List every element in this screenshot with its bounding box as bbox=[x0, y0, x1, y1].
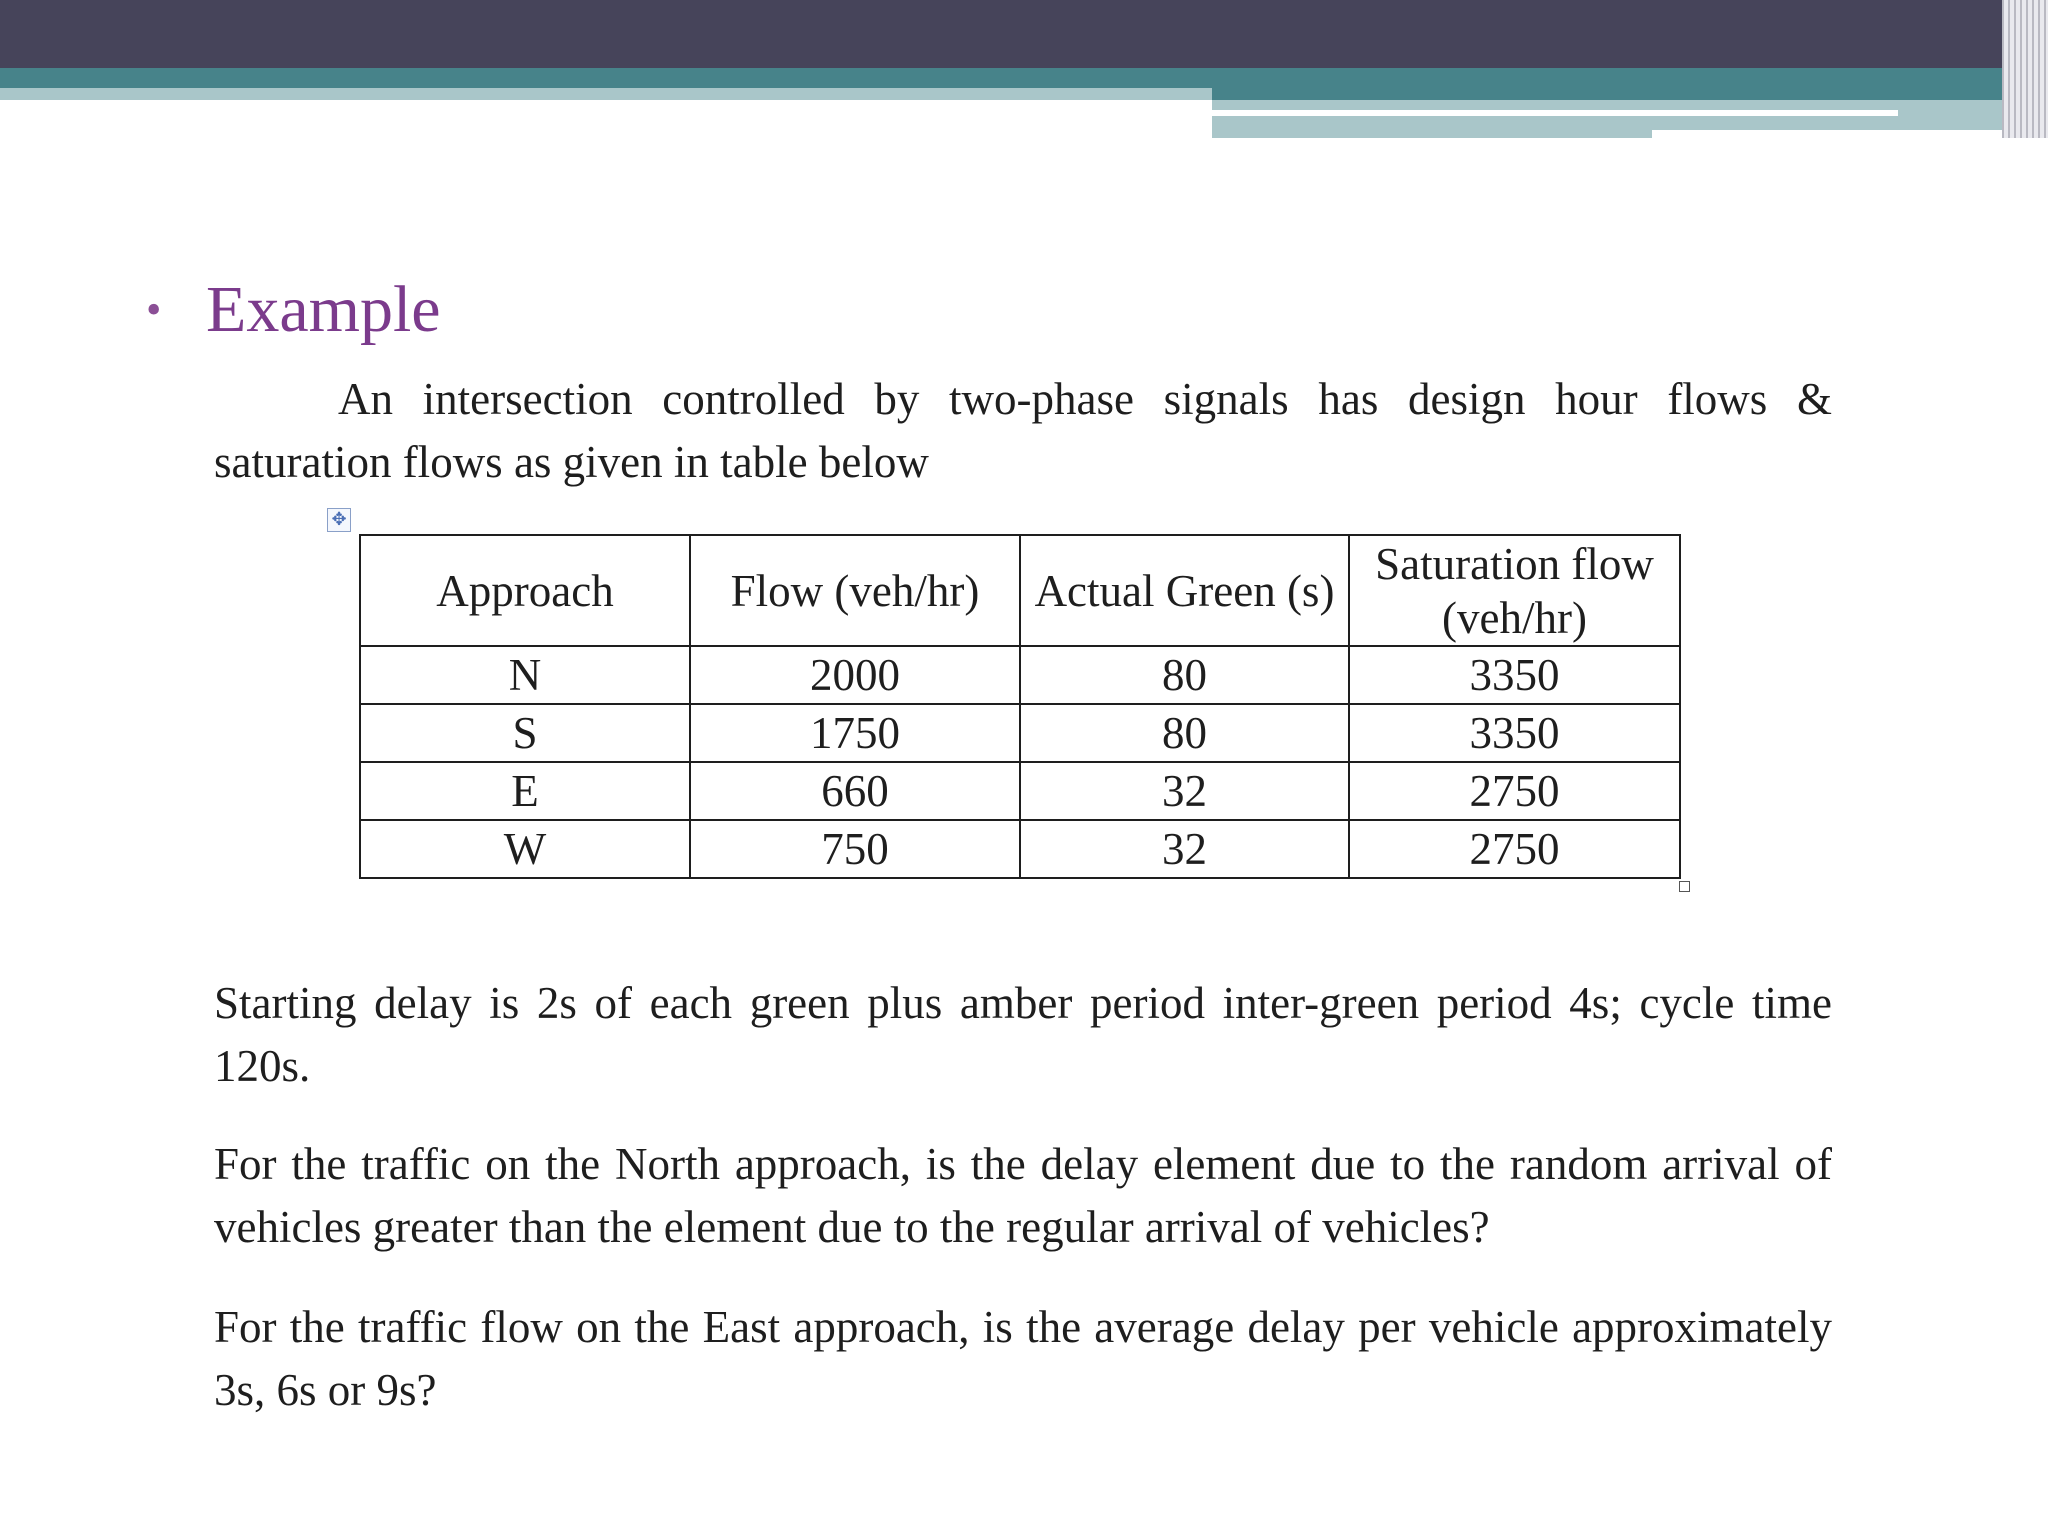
cell-green: 80 bbox=[1020, 704, 1349, 762]
cell-green: 32 bbox=[1020, 820, 1349, 878]
cell-approach: W bbox=[360, 820, 690, 878]
header-flow: Flow (veh/hr) bbox=[690, 535, 1020, 646]
header-approach: Approach bbox=[360, 535, 690, 646]
cell-flow: 2000 bbox=[690, 646, 1020, 704]
slide-title: Example bbox=[206, 273, 441, 346]
cell-approach: S bbox=[360, 704, 690, 762]
header-saturation-flow: Saturation flow (veh/hr) bbox=[1349, 535, 1680, 646]
cell-saturation: 3350 bbox=[1349, 646, 1680, 704]
table-row bbox=[360, 704, 1680, 762]
intro-paragraph: An intersection controlled by two-phase signals has design hour flows & saturation flows as given in table below bbox=[214, 374, 1832, 487]
header-band-light-left bbox=[0, 88, 1212, 100]
table-resize-handle[interactable] bbox=[1679, 881, 1690, 892]
cell-saturation: 2750 bbox=[1349, 762, 1680, 820]
header-step-white bbox=[1652, 130, 2008, 138]
table-row bbox=[360, 820, 1680, 878]
cell-saturation: 3350 bbox=[1349, 704, 1680, 762]
table-row bbox=[360, 762, 1680, 820]
cell-flow: 660 bbox=[690, 762, 1020, 820]
table-row bbox=[360, 646, 1680, 704]
cell-green: 80 bbox=[1020, 646, 1349, 704]
cell-approach: N bbox=[360, 646, 690, 704]
cell-flow: 750 bbox=[690, 820, 1020, 878]
title-bullet: • bbox=[146, 285, 162, 334]
header-band-teal bbox=[0, 68, 2048, 88]
header-vertical-bars bbox=[2002, 0, 2048, 138]
header-actual-green: Actual Green (s) bbox=[1020, 535, 1349, 646]
north-question-paragraph: For the traffic on the North approach, is the delay element due to the random arrival of vehicles greater than the element due to the regular arrival of vehicles? bbox=[214, 1139, 1832, 1252]
cell-green: 32 bbox=[1020, 762, 1349, 820]
cell-saturation: 2750 bbox=[1349, 820, 1680, 878]
header-stripe-white bbox=[1212, 110, 1898, 116]
flow-table bbox=[359, 534, 1681, 879]
cell-flow: 1750 bbox=[690, 704, 1020, 762]
cell-approach: E bbox=[360, 762, 690, 820]
header-band-dark bbox=[0, 0, 2048, 68]
delay-paragraph: Starting delay is 2s of each green plus amber period inter-green period 4s; cycle time 120s. bbox=[214, 978, 1832, 1091]
table-move-handle-icon[interactable]: ✥ bbox=[327, 508, 351, 532]
east-question-paragraph: For the traffic flow on the East approach, is the average delay per vehicle approximately 3s, 6s or 9s? bbox=[214, 1302, 1832, 1415]
table-header-row bbox=[360, 535, 1680, 646]
